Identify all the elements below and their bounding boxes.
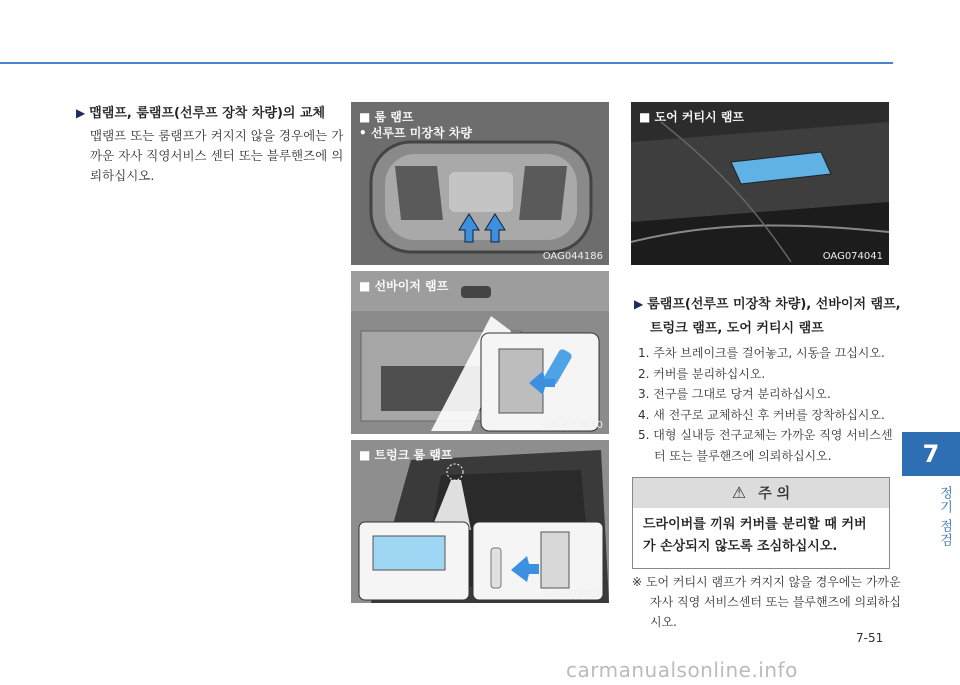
step-item: 5. 대형 실내등 전구교체는 가까운 직영 서비스센터 또는 블루핸즈에 의뢰하십시오. bbox=[638, 428, 893, 463]
visor-lamp-caption: ■ 선바이저 램프 bbox=[359, 279, 449, 293]
trunk-lamp-code: OAG074036 bbox=[542, 589, 603, 600]
replacement-steps bbox=[638, 343, 893, 466]
header-rule bbox=[0, 62, 893, 64]
section2-title: ▶ 룸램프(선루프 미장착 차량), 선바이저 램프, 트렁크 램프, 도어 커티시 램프 bbox=[634, 297, 901, 336]
section1-title: ▶ 맵램프, 룸램프(선루프 장착 차량)의 교체 bbox=[76, 106, 326, 121]
trunk-lamp-caption: ■ 트렁크 룸 램프 bbox=[359, 448, 453, 462]
room-lamp-code: OAG044186 bbox=[542, 251, 603, 262]
room-lamp-subcaption: • 선루프 미장착 차량 bbox=[359, 126, 472, 140]
section1-body: 맵램프 또는 룸램프가 켜지지 않을 경우에는 가까운 자사 직영서비스 센터 또는 블루핸즈에 의뢰하십시오. bbox=[90, 128, 344, 183]
chapter-tab: 7 bbox=[902, 432, 960, 476]
page-number: 7-51 bbox=[856, 631, 884, 645]
triangle-bullet-icon: ▶ bbox=[634, 297, 644, 311]
step-item: 4. 새 전구로 교체하신 후 커버를 장착하십시오. bbox=[638, 407, 885, 422]
room-lamp-caption: ■ 룸 램프 bbox=[359, 110, 414, 124]
door-lamp-photo bbox=[631, 102, 889, 265]
caution-title: 주 의 bbox=[758, 486, 791, 502]
watermark: carmanualsonline.info bbox=[566, 658, 798, 682]
warning-triangle-icon: ⚠ bbox=[731, 483, 747, 502]
visor-lamp-illustration bbox=[351, 271, 609, 434]
chapter-label: 정기 점검 bbox=[937, 486, 952, 548]
step-item: 1. 주차 브레이크를 걸어놓고, 시동을 끄십시오. bbox=[638, 346, 885, 360]
visor-lamp-photo bbox=[351, 271, 609, 434]
room-lamp-photo bbox=[351, 102, 609, 265]
door-lamp-illustration bbox=[631, 102, 889, 265]
step-item: 2. 커버를 분리하십시오. bbox=[638, 366, 766, 381]
caution-header bbox=[633, 478, 889, 508]
caution-box bbox=[632, 477, 890, 569]
door-lamp-code: OAG074041 bbox=[822, 251, 883, 262]
visor-lamp-code: OAG074040 bbox=[542, 420, 603, 431]
triangle-bullet-icon: ▶ bbox=[76, 106, 86, 120]
trunk-lamp-illustration bbox=[351, 440, 609, 603]
note-text: ※ 도어 커티시 램프가 켜지지 않을 경우에는 가까운 자사 직영 서비스센터 또는 블루핸즈에 의뢰하십시오. bbox=[632, 575, 901, 629]
door-lamp-caption: ■ 도어 커티시 램프 bbox=[639, 110, 745, 124]
trunk-lamp-photo bbox=[351, 440, 609, 603]
caution-body: 드라이버를 끼워 커버를 분리할 때 커버가 손상되지 않도록 조심하십시오. bbox=[643, 517, 867, 554]
step-item: 3. 전구를 그대로 당겨 분리하십시오. bbox=[638, 387, 831, 401]
